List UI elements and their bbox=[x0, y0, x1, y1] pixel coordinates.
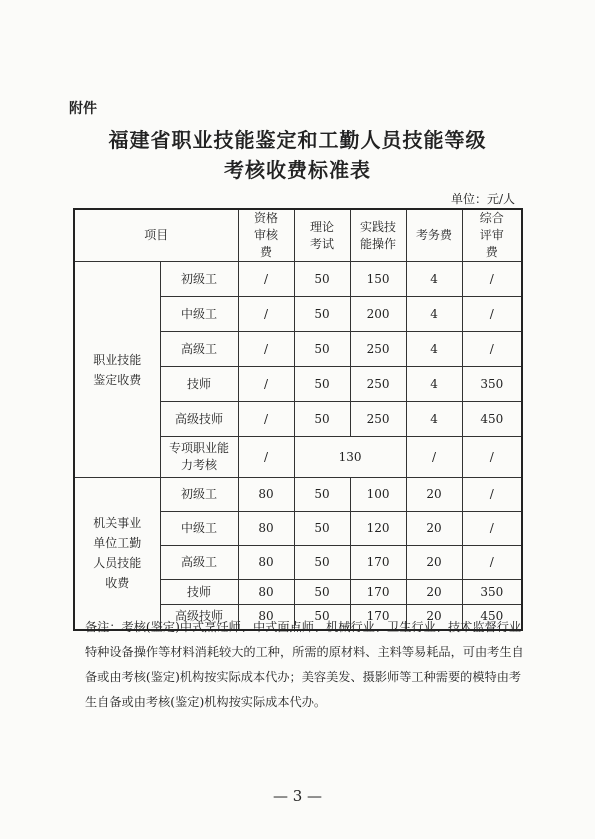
affairs-cell: 4 bbox=[406, 262, 462, 297]
level-cell: 高级技师 bbox=[160, 605, 238, 630]
practice-cell: 250 bbox=[350, 332, 406, 367]
practice-cell: 170 bbox=[350, 605, 406, 630]
theory-cell: 50 bbox=[294, 402, 350, 437]
affairs-cell: 4 bbox=[406, 297, 462, 332]
theory-cell: 50 bbox=[294, 262, 350, 297]
practice-cell: 170 bbox=[350, 580, 406, 605]
affairs-cell: 20 bbox=[406, 546, 462, 580]
theory-cell: 50 bbox=[294, 605, 350, 630]
level-cell: 初级工 bbox=[160, 478, 238, 512]
theory-cell: 50 bbox=[294, 297, 350, 332]
theory-cell: 50 bbox=[294, 580, 350, 605]
table-header-row bbox=[74, 209, 522, 262]
fee-table bbox=[73, 208, 523, 631]
review-cell: 350 bbox=[462, 580, 522, 605]
review-cell: / bbox=[462, 297, 522, 332]
document-title-line1: 福建省职业技能鉴定和工勤人员技能等级 bbox=[108, 128, 487, 152]
affairs-cell: 4 bbox=[406, 367, 462, 402]
level-cell: 技师 bbox=[160, 367, 238, 402]
merged-theory-practice-cell: 130 bbox=[294, 437, 406, 478]
review-cell: / bbox=[462, 478, 522, 512]
theory-cell: 50 bbox=[294, 512, 350, 546]
qual-cell: / bbox=[238, 402, 294, 437]
header-qual-review-fee: 资格审核费 bbox=[238, 209, 294, 262]
qual-cell: / bbox=[238, 262, 294, 297]
affairs-cell: 20 bbox=[406, 478, 462, 512]
review-cell: / bbox=[462, 512, 522, 546]
header-practical-operation: 实践技能操作 bbox=[350, 209, 406, 262]
affairs-cell: 4 bbox=[406, 332, 462, 367]
theory-cell: 50 bbox=[294, 367, 350, 402]
header-item: 项目 bbox=[74, 209, 238, 262]
qual-cell: 80 bbox=[238, 580, 294, 605]
level-cell: 高级工 bbox=[160, 546, 238, 580]
qual-cell: / bbox=[238, 297, 294, 332]
unit-label: 单位：元/人 bbox=[450, 192, 515, 206]
table-row bbox=[74, 262, 522, 297]
practice-cell: 150 bbox=[350, 262, 406, 297]
review-cell: 450 bbox=[462, 605, 522, 630]
header-theory-exam: 理论考试 bbox=[294, 209, 350, 262]
review-cell: / bbox=[462, 546, 522, 580]
group-label-vocational: 职业技能鉴定收费 bbox=[74, 262, 160, 478]
level-cell: 中级工 bbox=[160, 297, 238, 332]
qual-cell: / bbox=[238, 367, 294, 402]
practice-cell: 250 bbox=[350, 402, 406, 437]
level-cell-special: 专项职业能力考核 bbox=[160, 437, 238, 478]
practice-cell: 200 bbox=[350, 297, 406, 332]
affairs-cell: / bbox=[406, 437, 462, 478]
affairs-cell: 20 bbox=[406, 605, 462, 630]
header-exam-affairs-fee: 考务费 bbox=[406, 209, 462, 262]
footnote: 备注：考核(鉴定)中式烹饪师、中式面点师、机械行业、卫生行业、技术监督行业特种设备操作等材料消耗较大的工种，所需的原材料、主料等易耗品，可由考生自备或由考核(鉴定)机构按实际成本代办；美容美发、摄影师等工种需要的模特由考生自备或由考核(鉴定)机构按实际成本代办。 bbox=[85, 620, 524, 709]
review-cell: / bbox=[462, 437, 522, 478]
affairs-cell: 20 bbox=[406, 512, 462, 546]
header-comprehensive-review-fee: 综合评审费 bbox=[462, 209, 522, 262]
attachment-label: 附件 bbox=[69, 101, 97, 117]
page-number: — 3 — bbox=[272, 787, 323, 805]
level-cell: 高级工 bbox=[160, 332, 238, 367]
group-label-worker: 机关事业单位工勤人员技能收费 bbox=[74, 478, 160, 630]
affairs-cell: 4 bbox=[406, 402, 462, 437]
level-cell: 中级工 bbox=[160, 512, 238, 546]
theory-cell: 50 bbox=[294, 332, 350, 367]
qual-cell: 80 bbox=[238, 478, 294, 512]
qual-cell: 80 bbox=[238, 605, 294, 630]
review-cell: / bbox=[462, 262, 522, 297]
qual-cell: / bbox=[238, 437, 294, 478]
table-row bbox=[74, 478, 522, 512]
review-cell: / bbox=[462, 332, 522, 367]
level-cell: 技师 bbox=[160, 580, 238, 605]
level-cell: 初级工 bbox=[160, 262, 238, 297]
practice-cell: 250 bbox=[350, 367, 406, 402]
review-cell: 350 bbox=[462, 367, 522, 402]
practice-cell: 100 bbox=[350, 478, 406, 512]
affairs-cell: 20 bbox=[406, 580, 462, 605]
qual-cell: 80 bbox=[238, 546, 294, 580]
document-title-line2: 考核收费标准表 bbox=[224, 158, 371, 182]
qual-cell: 80 bbox=[238, 512, 294, 546]
theory-cell: 50 bbox=[294, 478, 350, 512]
qual-cell: / bbox=[238, 332, 294, 367]
practice-cell: 120 bbox=[350, 512, 406, 546]
level-cell: 高级技师 bbox=[160, 402, 238, 437]
practice-cell: 170 bbox=[350, 546, 406, 580]
theory-cell: 50 bbox=[294, 546, 350, 580]
review-cell: 450 bbox=[462, 402, 522, 437]
